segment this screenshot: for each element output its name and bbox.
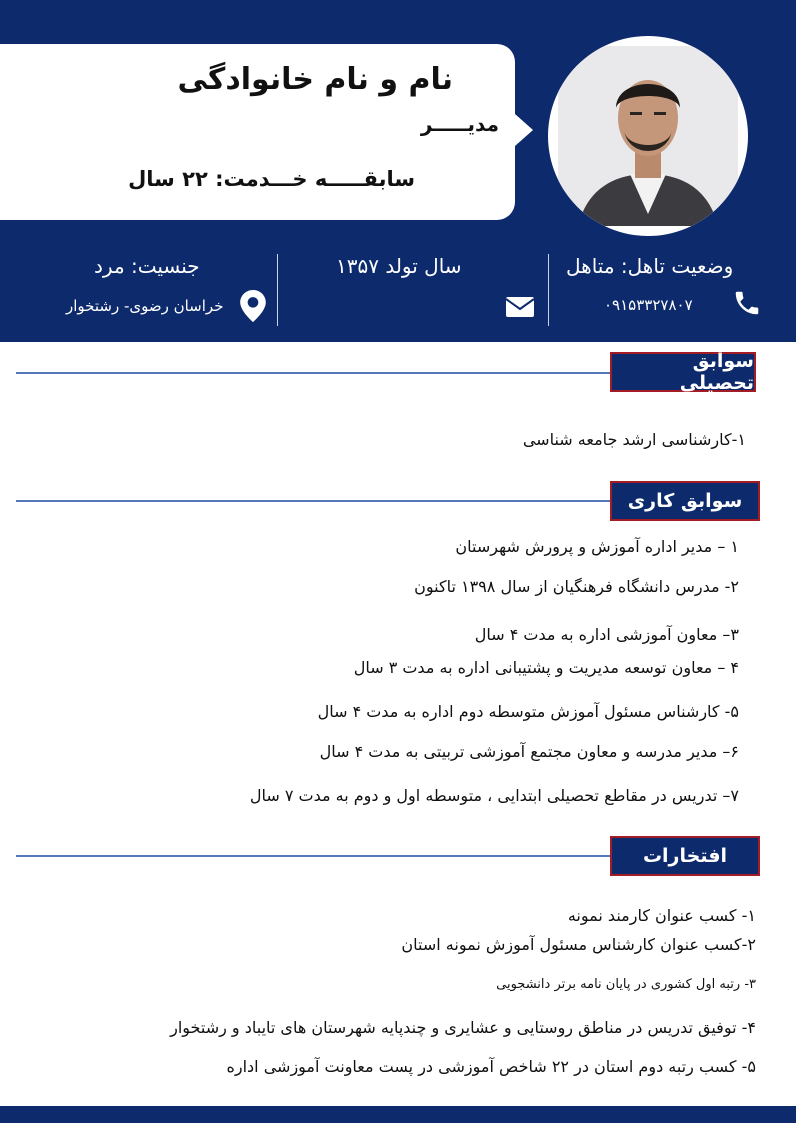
full-name: نام و نام خانوادگی [177, 62, 453, 97]
work-item: ۷– تدریس در مقاطع تحصیلی ابتدایی ، متوسطه اول و دوم به مدت ۷ سال [249, 786, 739, 805]
work-item: ۳– معاون آموزشی اداره به مدت ۴ سال [474, 625, 739, 644]
location: خراسان رضوی- رشتخوار [66, 297, 224, 315]
work-item: ۶– مدیر مدرسه و معاون مجتمع آموزشی تربیتی به مدت ۴ سال [319, 742, 739, 761]
section-rule [16, 500, 616, 502]
education-item: ۱-کارشناسی ارشد جامعه شناسی [522, 430, 746, 449]
email-icon [505, 296, 535, 318]
profile-photo [548, 36, 748, 236]
phone-icon [732, 288, 762, 318]
education-heading: سوابق تحصیلی [610, 352, 756, 392]
portrait-icon [558, 46, 738, 226]
job-title: مدیـــــر [420, 112, 499, 136]
section-rule [16, 855, 616, 857]
footer-bar [0, 1106, 796, 1123]
honors-heading: افتخارات [610, 836, 760, 876]
gender: جنسیت: مرد [94, 254, 200, 278]
section-rule [16, 372, 616, 374]
honor-item: ۲-کسب عنوان کارشناس مسئول آموزش نمونه استان [401, 935, 756, 954]
work-item: ۱ – مدیر اداره آموزش و پرورش شهرستان [455, 537, 739, 556]
work-item: ۴ – معاون توسعه مدیریت و پشتیبانی اداره به مدت ۳ سال [353, 658, 739, 677]
work-item: ۲- مدرس دانشگاه فرهنگیان از سال ۱۳۹۸ تاکنون [414, 577, 739, 596]
honor-item: ۴- توفیق تدریس در مناطق روستایی و عشایری و چندپایه شهرستان های تایباد و رشتخوار [170, 1018, 756, 1037]
name-card [0, 44, 515, 220]
honor-item: ۳- رتبه اول کشوری در پایان نامه برتر دانشجویی [496, 977, 756, 992]
marital-status: وضعیت تاهل: متاهل [566, 254, 734, 278]
service-years: سابقـــــه خـــدمت: ۲۲ سال [128, 167, 415, 191]
honor-item: ۱- کسب عنوان کارمند نمونه [567, 906, 756, 925]
birth-year: سال تولد ۱۳۵۷ [336, 254, 462, 278]
work-item: ۵- کارشناس مسئول آموزش متوسطه دوم اداره به مدت ۴ سال [317, 702, 739, 721]
honor-item: ۵- کسب رتبه دوم استان در ۲۲ شاخص آموزشی در پست معاونت آموزشی اداره [226, 1057, 756, 1076]
phone-number: ۰۹۱۵۳۳۲۷۸۰۷ [604, 296, 693, 314]
divider [277, 254, 278, 326]
work-heading: سوابق کاری [610, 481, 760, 521]
location-pin-icon [240, 290, 266, 322]
divider [548, 254, 549, 326]
